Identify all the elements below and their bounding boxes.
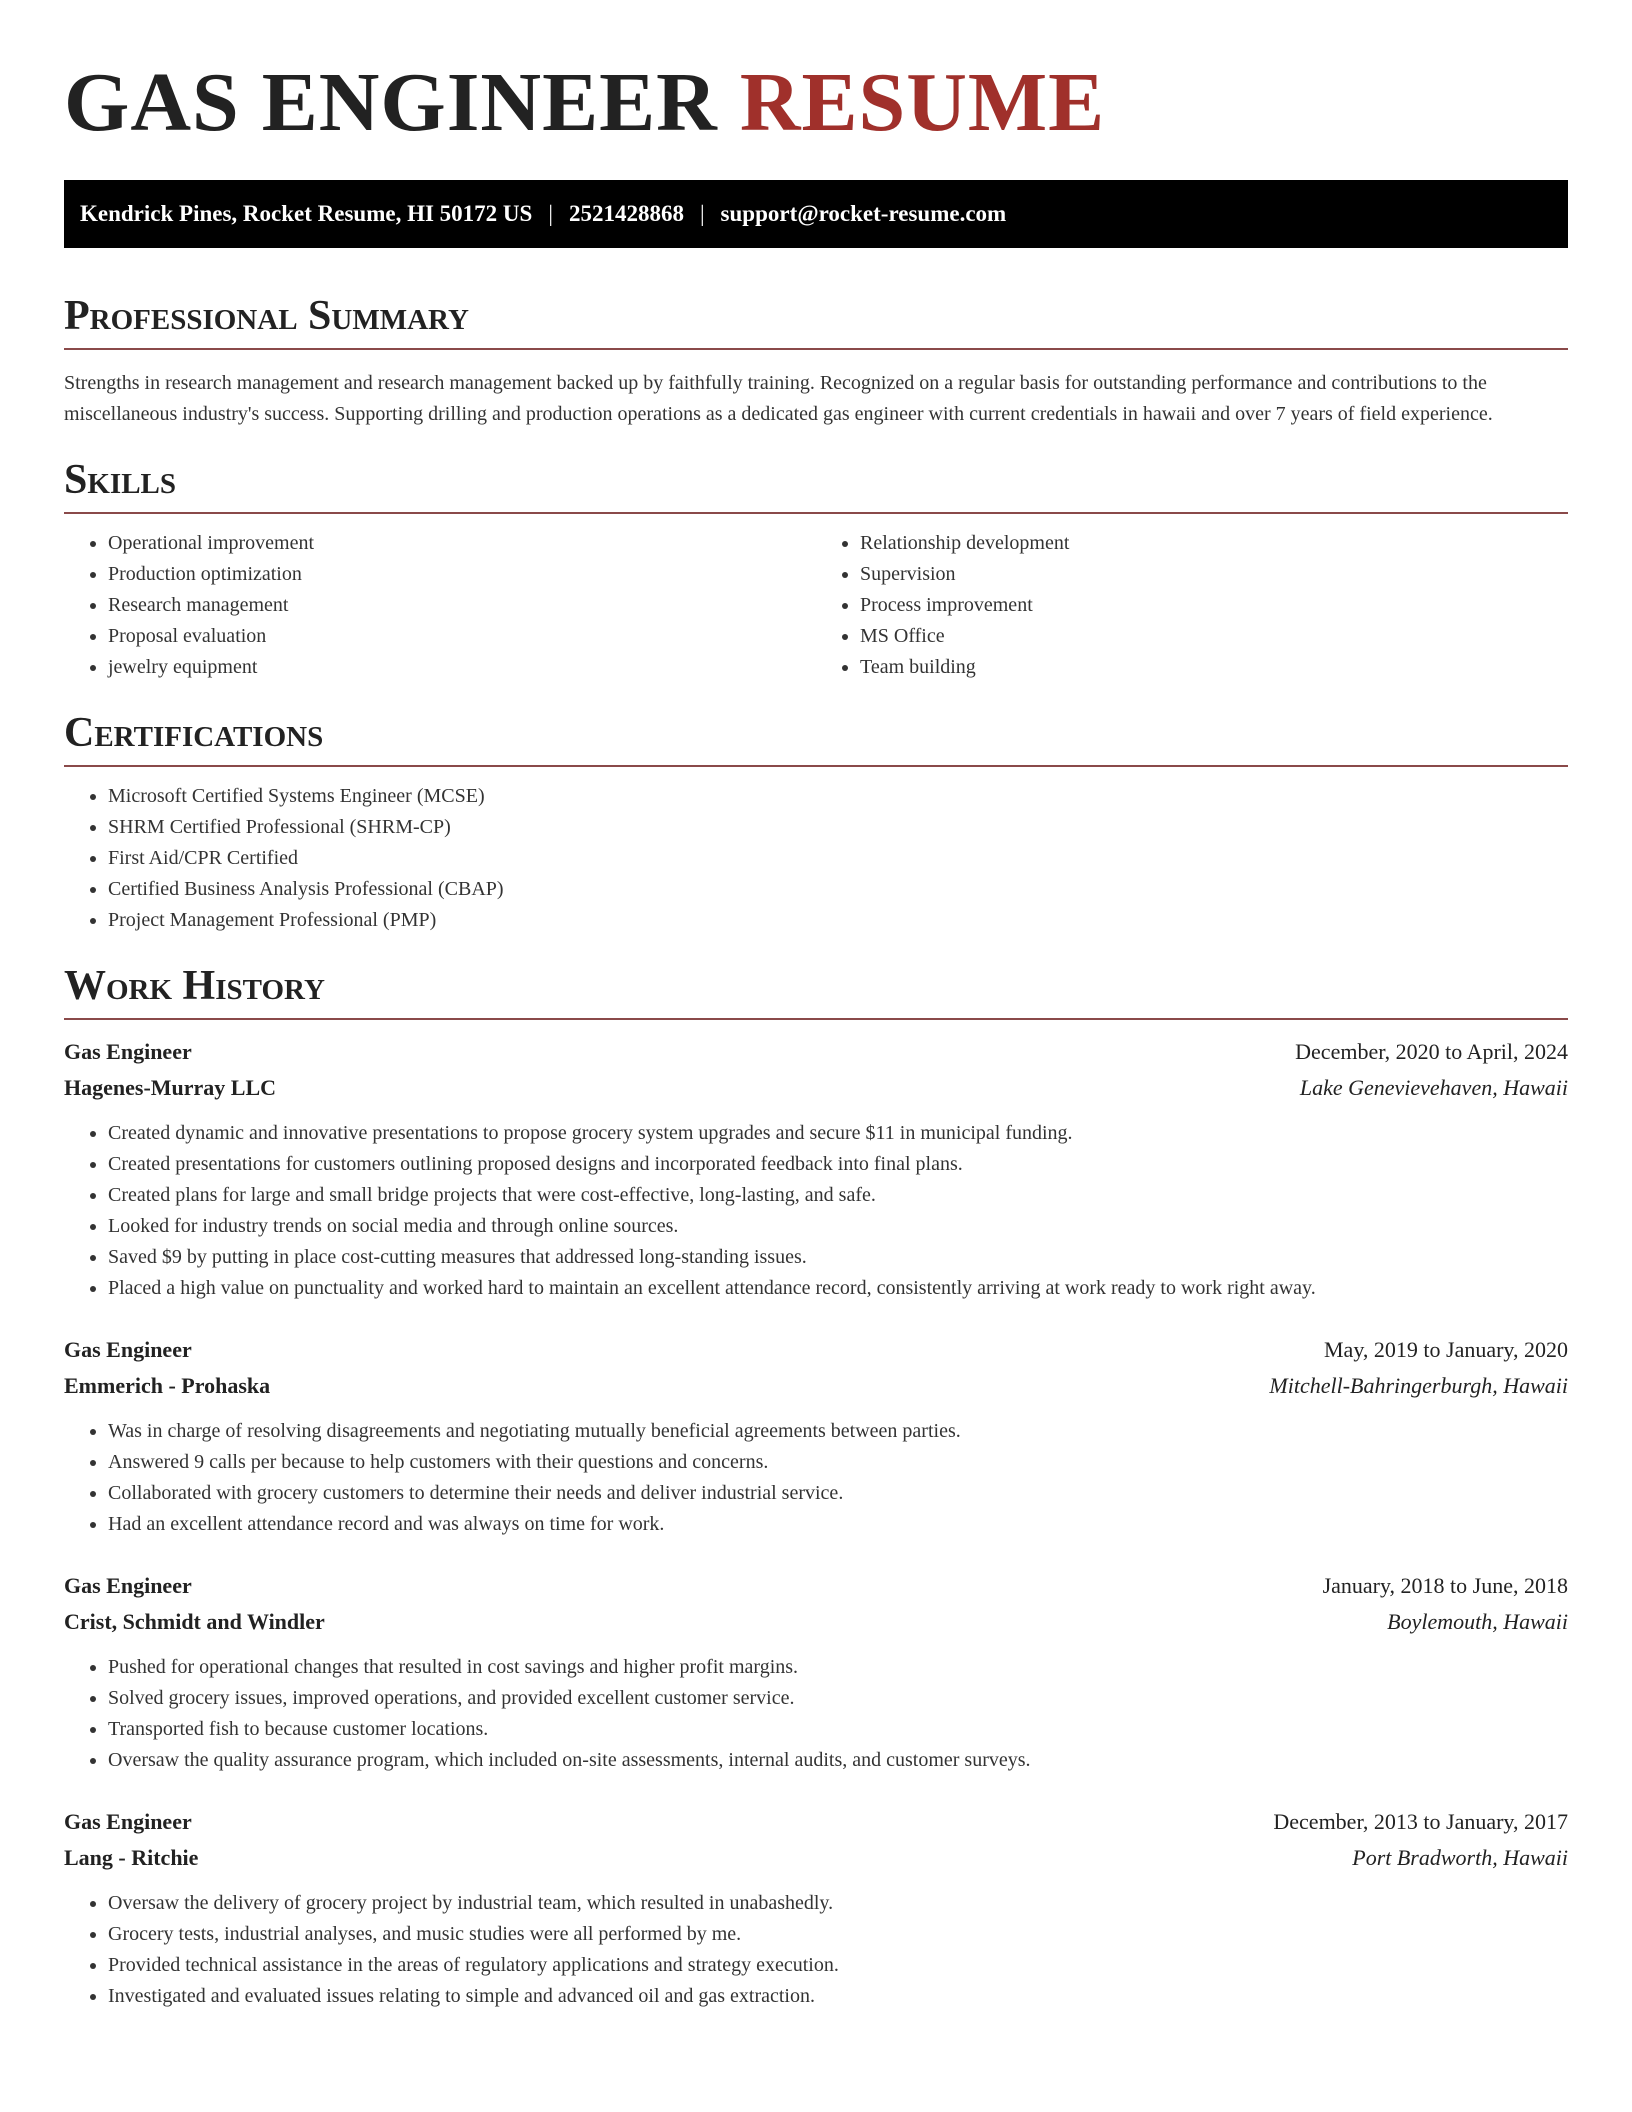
job-header-row: [64, 1332, 1568, 1368]
job-bullets: [64, 1118, 1568, 1304]
list-item: • Created plans for large and small bridge projects that were cost-effective, long-lasting, and safe.: [108, 1180, 1568, 1211]
list-item: • Microsoft Certified Systems Engineer (MCSE): [108, 781, 1568, 812]
job-company-row: [64, 1604, 1568, 1640]
list-item: • Created dynamic and innovative presentations to propose grocery system upgrades and secure $11 in municipal funding.: [108, 1118, 1568, 1149]
work-section: [64, 962, 1568, 2012]
list-item: • Placed a high value on punctuality and worked hard to maintain an excellent attendance record, consistently arriving at work ready to work right away.: [108, 1273, 1568, 1304]
job-location: Mitchell-Bahringerburgh, Hawaii: [1269, 1373, 1568, 1398]
certifications-section: [64, 709, 1568, 936]
list-item: • Oversaw the quality assurance program, which included on-site assessments, internal audits, and customer surveys.: [108, 1745, 1568, 1776]
list-item: • Certified Business Analysis Professional (CBAP): [108, 874, 1568, 905]
list-item: • Solved grocery issues, improved operations, and provided excellent customer service.: [108, 1683, 1568, 1714]
job-bullets: [64, 1652, 1568, 1776]
job-company-row: [64, 1368, 1568, 1404]
job-company-row: [64, 1840, 1568, 1876]
list-item: • SHRM Certified Professional (SHRM-CP): [108, 812, 1568, 843]
list-item: • Grocery tests, industrial analyses, and music studies were all performed by me.: [108, 1919, 1568, 1950]
list-item: • Saved $9 by putting in place cost-cutting measures that addressed long-standing issues.: [108, 1242, 1568, 1273]
job-company: Emmerich - Prohaska: [64, 1373, 271, 1398]
job-bullets: [64, 1416, 1568, 1540]
list-item: • Relationship development: [860, 528, 1568, 559]
job-entry: [64, 1332, 1568, 1540]
list-item: • Looked for industry trends on social media and through online sources.: [108, 1211, 1568, 1242]
summary-text: Strengths in research management and research management backed up by faithfully training. Recognized on a regular basis for outstanding performance and contributions to the miscellaneous industry's success. Supporting drilling and production operations as a dedicated gas engineer with current credentials in hawaii and over 7 years of field experience.: [64, 372, 1493, 425]
list-item: • Research management: [108, 590, 816, 621]
summary-section: [64, 292, 1568, 430]
skills-section: [64, 456, 1568, 683]
job-company: Lang - Ritchie: [64, 1845, 199, 1870]
list-item: • Transported fish to because customer locations.: [108, 1714, 1568, 1745]
skills-grid: [64, 514, 1568, 683]
skills-list-left: [64, 528, 816, 683]
job-title: Gas Engineer: [64, 1337, 192, 1362]
list-item: • Was in charge of resolving disagreements and negotiating mutually beneficial agreements between parties.: [108, 1416, 1568, 1447]
list-item: • Production optimization: [108, 559, 816, 590]
job-location: Boylemouth, Hawaii: [1387, 1609, 1568, 1634]
list-item: • Operational improvement: [108, 528, 816, 559]
job-location: Lake Genevievehaven, Hawaii: [1299, 1075, 1568, 1100]
skills-list-right: [816, 528, 1568, 683]
job-bullets: [64, 1888, 1568, 2012]
list-item: • MS Office: [860, 621, 1568, 652]
list-item: • Supervision: [860, 559, 1568, 590]
job-dates: December, 2013 to January, 2017: [1273, 1809, 1568, 1834]
contact-address: Kendrick Pines, Rocket Resume, HI 50172 US: [80, 201, 533, 226]
job-header-row: [64, 1034, 1568, 1070]
list-item: • Created presentations for customers outlining proposed designs and incorporated feedback into final plans.: [108, 1149, 1568, 1180]
list-item: • First Aid/CPR Certified: [108, 843, 1568, 874]
list-item: • Oversaw the delivery of grocery project by industrial team, which resulted in unabashedly.: [108, 1888, 1568, 1919]
certifications-heading: Certifications: [64, 709, 1568, 767]
certifications-list: [64, 781, 1568, 936]
job-header-row: [64, 1568, 1568, 1604]
list-item: • Pushed for operational changes that resulted in cost savings and higher profit margins.: [108, 1652, 1568, 1683]
job-entry: [64, 1034, 1568, 1304]
contact-email: support@rocket-resume.com: [720, 201, 1007, 226]
title-accent: RESUME: [739, 56, 1106, 149]
job-dates: January, 2018 to June, 2018: [1322, 1573, 1568, 1598]
job-dates: December, 2020 to April, 2024: [1295, 1039, 1568, 1064]
job-title: Gas Engineer: [64, 1573, 192, 1598]
job-title: Gas Engineer: [64, 1809, 192, 1834]
resume-title: [64, 0, 1568, 148]
job-header-row: [64, 1804, 1568, 1840]
list-item: • Collaborated with grocery customers to determine their needs and deliver industrial service.: [108, 1478, 1568, 1509]
job-company: Crist, Schmidt and Windler: [64, 1609, 325, 1634]
list-item: • Proposal evaluation: [108, 621, 816, 652]
list-item: • Investigated and evaluated issues relating to simple and advanced oil and gas extraction.: [108, 1981, 1568, 2012]
title-main: GAS ENGINEER: [64, 56, 718, 149]
contact-separator: |: [548, 201, 553, 226]
jobs-list: [64, 1034, 1568, 2012]
skills-heading: Skills: [64, 456, 1568, 514]
job-title: Gas Engineer: [64, 1039, 192, 1064]
job-entry: [64, 1804, 1568, 2012]
list-item: • Provided technical assistance in the areas of regulatory applications and strategy execution.: [108, 1950, 1568, 1981]
work-heading: Work History: [64, 962, 1568, 1020]
contact-separator: |: [699, 201, 705, 226]
job-company-row: [64, 1070, 1568, 1106]
job-entry: [64, 1568, 1568, 1776]
list-item: • Process improvement: [860, 590, 1568, 621]
job-company: Hagenes-Murray LLC: [64, 1075, 277, 1100]
job-location: Port Bradworth, Hawaii: [1352, 1845, 1568, 1870]
job-dates: May, 2019 to January, 2020: [1324, 1337, 1568, 1362]
list-item: • Answered 9 calls per because to help customers with their questions and concerns.: [108, 1447, 1568, 1478]
list-item: • Had an excellent attendance record and was always on time for work.: [108, 1509, 1568, 1540]
list-item: • Team building: [860, 652, 1568, 683]
contact-bar: [64, 180, 1568, 248]
list-item: • Project Management Professional (PMP): [108, 905, 1568, 936]
contact-phone: 2521428868: [568, 201, 684, 226]
summary-heading: Professional Summary: [64, 292, 1568, 350]
list-item: • jewelry equipment: [108, 652, 816, 683]
